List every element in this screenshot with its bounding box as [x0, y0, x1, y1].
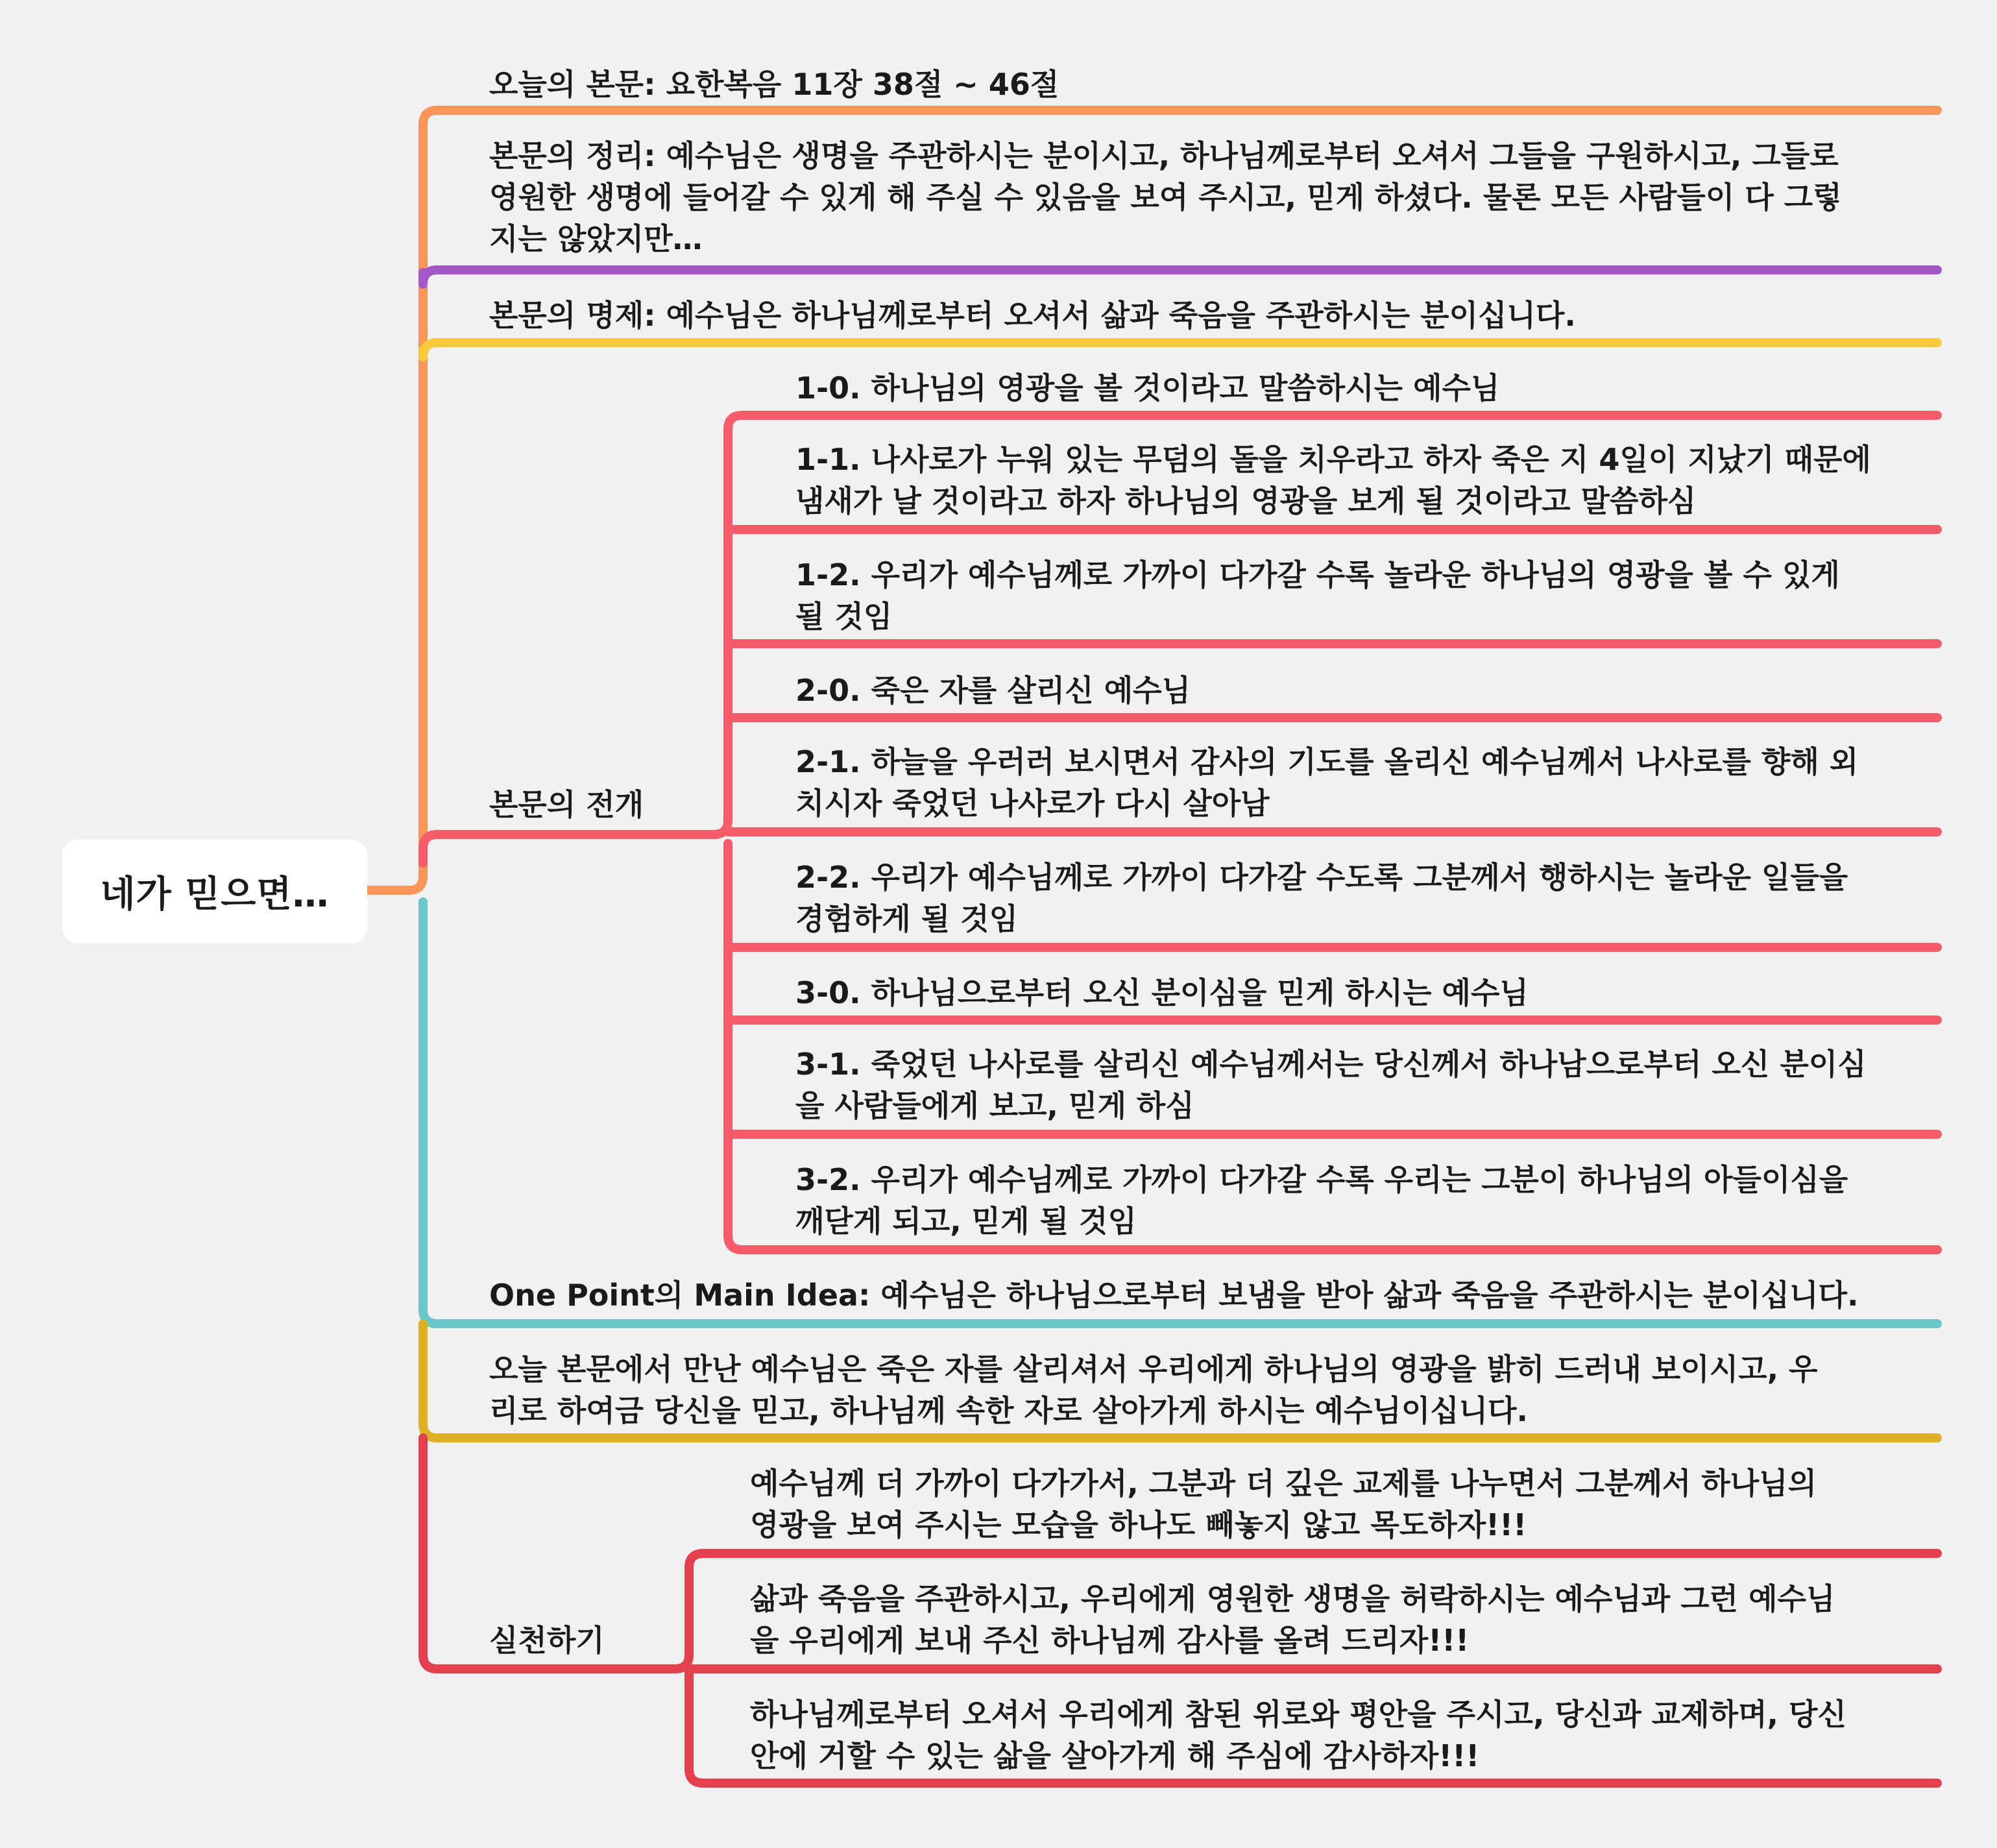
subtopic-3-0[interactable]: 3-0. 하나님으로부터 오신 분이심을 믿게 하시는 예수님	[795, 975, 1529, 1010]
practice-item-1-line-2[interactable]: 영광을 보여 주시는 모습을 하나도 빼놓지 않고 목도하자!!!	[750, 1507, 1527, 1542]
topic-scripture[interactable]: 오늘의 본문: 요한복음 11장 38절 ~ 46절	[489, 67, 1059, 102]
practice-item-2-line-1[interactable]: 삶과 죽음을 주관하시고, 우리에게 영원한 생명을 허락하시는 예수님과 그런 예수님	[750, 1581, 1835, 1616]
subtopic-3-1-line-1[interactable]: 3-1. 죽었던 나사로를 살리신 예수님께서는 당신께서 하나남으로부터 오신 분이심	[795, 1047, 1867, 1082]
subtopic-2-1-line-2[interactable]: 치시자 죽었던 나사로가 다시 살아남	[795, 786, 1270, 821]
connector-development	[423, 834, 714, 863]
topic-conclusion-line-2[interactable]: 리로 하여금 당신을 믿고, 하나님께 속한 자로 살아가게 하시는 예수님이십니다.	[489, 1393, 1529, 1428]
root-topic[interactable]: 네가 믿으면…	[62, 840, 367, 943]
subtopic-1-1-line-1[interactable]: 1-1. 나사로가 누워 있는 무덤의 돌을 치우라고 하자 죽은 지 4일이 지났기 때문에	[795, 442, 1871, 477]
topic-development[interactable]: 본문의 전개	[489, 787, 644, 822]
practice-item-3-line-1[interactable]: 하나님께로부터 오셔서 우리에게 참된 위로와 평안을 주시고, 당신과 교제하며, 당신	[750, 1697, 1846, 1732]
subtopic-1-2-line-1[interactable]: 1-2. 우리가 예수님께로 가까이 다가갈 수록 놀라운 하나님의 영광을 볼 수 있게	[795, 557, 1840, 592]
subtopic-2-1-line-1[interactable]: 2-1. 하늘을 우러러 보시면서 감사의 기도를 올리신 예수님께서 나사로를 향해 외	[795, 744, 1859, 779]
subtopic-3-2-line-2[interactable]: 깨닫게 되고, 믿게 될 것임	[795, 1204, 1137, 1239]
subtopic-3-1-line-2[interactable]: 을 사람들에게 보고, 믿게 하심	[795, 1088, 1194, 1123]
topic-summary-line-3[interactable]: 지는 않았지만…	[489, 221, 703, 256]
topic-proposition[interactable]: 본문의 명제: 예수님은 하나님께로부터 오셔서 삶과 죽음을 주관하시는 분이십니다.	[489, 298, 1576, 333]
practice-item-3-line-2[interactable]: 안에 거할 수 있는 삶을 살아가게 해 주심에 감사하자!!!	[750, 1738, 1480, 1773]
connector-practice-2	[689, 1669, 1937, 1674]
subtopic-2-2-line-1[interactable]: 2-2. 우리가 예수님께로 가까이 다가갈 수도록 그분께서 행하시는 놀라운 일들을	[795, 860, 1848, 895]
topic-conclusion-line-1[interactable]: 오늘 본문에서 만난 예수님은 죽은 자를 살리셔서 우리에게 하나님의 영광을 밝히 드러내 보이시고, 우	[489, 1352, 1818, 1387]
topic-summary-line-1[interactable]: 본문의 정리: 예수님은 생명을 주관하시는 분이시고, 하나님께로부터 오셔서 그들을 구원하시고, 그들로	[489, 138, 1839, 173]
topic-main-idea[interactable]: One Point의 Main Idea: 예수님은 하나님으로부터 보냄을 받아 삶과 죽음을 주관하시는 분이십니다.	[489, 1278, 1859, 1313]
topic-summary-line-2[interactable]: 영원한 생명에 들어갈 수 있게 해 주실 수 있음을 보여 주시고, 믿게 하셨다. 물론 모든 사람들이 다 그렇	[489, 180, 1842, 215]
practice-item-2-line-2[interactable]: 을 우리에게 보내 주신 하나님께 감사를 올려 드리자!!!	[750, 1623, 1470, 1658]
subtopic-2-2-line-2[interactable]: 경험하게 될 것임	[795, 901, 1019, 936]
connector-proposition	[423, 343, 1937, 357]
connector-summary	[423, 270, 1937, 284]
subtopic-1-1-line-2[interactable]: 냄새가 날 것이라고 하자 하나님의 영광을 보게 될 것이라고 말씀하심	[795, 483, 1697, 518]
subtopic-1-0[interactable]: 1-0. 하나님의 영광을 볼 것이라고 말씀하시는 예수님	[795, 371, 1500, 406]
subtopic-2-0[interactable]: 2-0. 죽은 자를 살리신 예수님	[795, 673, 1191, 708]
topic-practice[interactable]: 실천하기	[489, 1623, 605, 1658]
subtopic-1-2-line-2[interactable]: 될 것임	[795, 599, 893, 634]
subtopic-3-2-line-1[interactable]: 3-2. 우리가 예수님께로 가까이 다가갈 수록 우리는 그분이 하나님의 아들이심을	[795, 1162, 1848, 1197]
practice-item-1-line-1[interactable]: 예수님께 더 가까이 다가가서, 그분과 더 깊은 교제를 나누면서 그분께서 하나님의	[750, 1466, 1817, 1501]
